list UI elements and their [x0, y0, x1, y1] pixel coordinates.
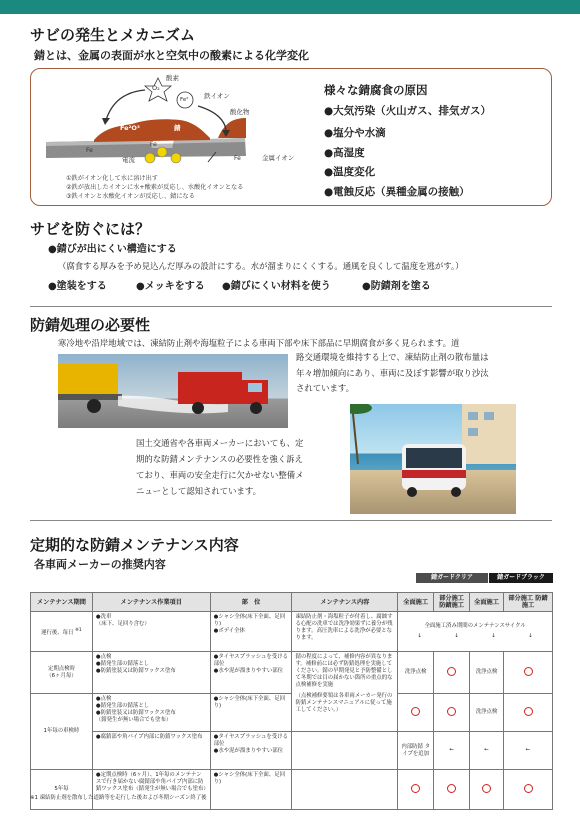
- work-cell: ●定期点検時（6ヶ月）、1年毎のメンテナンスで行き届かない腐錆部や角パイプ内部に防錆ワックス塗布（錆発生が無い場合でも塗布）: [92, 770, 210, 810]
- section1-title: サビの発生とメカニズム: [30, 26, 196, 44]
- prevent-main-point: ●錆びが出にくい構造にする: [48, 244, 177, 255]
- fe2-label: Fe²: [180, 97, 189, 103]
- mark-cell: 洗浄点検: [398, 652, 434, 694]
- period-cell: 5年毎: [31, 770, 93, 810]
- mark-cell: [434, 694, 470, 732]
- part-cell: ●シャシ全体(床下全面、足回り) ●ボデイ全体: [210, 612, 292, 652]
- mark-cell: [398, 770, 434, 810]
- divider: [30, 520, 552, 521]
- circle-mark-icon: [447, 707, 456, 716]
- necessity-paragraph-line: されています。: [296, 383, 354, 393]
- period-cell: 定期点検時 （6ヶ月毎）: [31, 652, 93, 694]
- circle-mark-icon: [524, 707, 533, 716]
- o2-label: O₂: [152, 84, 160, 92]
- oxygen-label: 酸素: [166, 74, 179, 82]
- rust-label: 錆: [174, 124, 181, 132]
- table-row: [31, 612, 553, 652]
- section1-subtitle: 錆とは、金属の表面が水と空気中の酸素による化学変化: [34, 49, 309, 62]
- current-label: 電流: [122, 156, 135, 164]
- section4-title: 定期的な防錆メンテナンス内容: [30, 536, 239, 554]
- header-work: メンテナンス作業項目: [92, 593, 210, 612]
- necessity-paragraph2-line: ており、車両の安全走行に欠かせない整備メ: [136, 470, 304, 480]
- prevent-description: （腐食する厚みを予め見込んだ厚みの設計にする。水が溜まりにくくする。通風を良くして温度を逃がす。）: [58, 261, 464, 271]
- work-cell: ●洗車 （床下、足回り含む）: [92, 612, 210, 652]
- table-row: [31, 732, 553, 770]
- mechanism-note-2: ②鉄が放出したイオンに水+酸素が反応し、水酸化イオンとなる: [66, 184, 244, 191]
- circle-mark-icon: [524, 784, 533, 793]
- header-partial2: 部分施工 防錆施工: [504, 593, 553, 612]
- period-cell: 1年毎の車検時: [31, 694, 93, 770]
- mark-cell: 内部防錆 タイプを追加: [398, 732, 434, 770]
- mark-cell: ←: [504, 732, 553, 770]
- cause-item: ●塩分や水滴: [324, 127, 386, 139]
- circle-mark-icon: [524, 667, 533, 676]
- circle-mark-icon: [482, 784, 491, 793]
- fe-label-3: Fe: [234, 155, 241, 162]
- part-cell: ●タイヤスプラッシュを受ける部位 ●水や泥が溜まりやすい部位: [210, 652, 292, 694]
- content-cell: 錆の程度によって、補修内容が異なります。補修前には必ず防錆処理を実施してください。錆の早期発見と予防整備として冬期では目の届かない箇所の重点的な点検補修を実施 （点検補修要領は各車両メーカー発行の防錆メンテナンスマニュアルに従って施工してください。）: [292, 652, 398, 732]
- coastal-bus-photo: [350, 404, 516, 514]
- circle-mark-icon: [411, 707, 420, 716]
- mark-cell: 洗浄点検: [470, 652, 504, 694]
- top-bar: [0, 0, 580, 14]
- work-cell: ●点検 ●錆発生部の錆落とし ●防錆塗装又は防錆ワックス塗布 （錆発生が無い場合でも塗布）: [92, 694, 210, 732]
- mark-cell: ←: [470, 732, 504, 770]
- header-period: メンテナンス期間: [31, 593, 93, 612]
- cycle-cell: 全面施工済み期間のメンテナンスサイクル ↓ ↓ ↓ ↓: [398, 612, 553, 652]
- iron-ion-label: 鉄イオン: [204, 92, 230, 100]
- header-content: メンテナンス内容: [292, 593, 398, 612]
- mark-cell: [398, 694, 434, 732]
- header-partial: 部分施工 防錆施工: [434, 593, 470, 612]
- work-cell: ●点検 ●錆発生部の錆落とし ●防錆塗装又は防錆ワックス塗布: [92, 652, 210, 694]
- table-row: [31, 652, 553, 694]
- circle-mark-icon: [447, 667, 456, 676]
- mark-cell: [504, 770, 553, 810]
- mark-cell: [470, 770, 504, 810]
- group-header-black: 錆ガードブラック: [489, 573, 553, 583]
- hydroxide-label: 酸化物: [230, 108, 250, 116]
- fe-label-1: Fe: [86, 147, 93, 154]
- work-cell: ●腐錆部や角パイプ内部に防錆ワックス塗布: [92, 732, 210, 770]
- circle-mark-icon: [411, 784, 420, 793]
- salt-spreader-truck-photo: [58, 354, 288, 428]
- table-row: [31, 770, 553, 810]
- fe-label-2: Fe: [150, 141, 157, 148]
- section2-title: サビを防ぐには？: [30, 220, 151, 238]
- cause-item: ●電蝕反応（異種金属の接触）: [324, 186, 470, 198]
- necessity-paragraph2-line: 期的な防錆メンテナンスの必要性を強く訴え: [136, 454, 303, 464]
- prevent-method: ●メッキをする: [136, 281, 205, 292]
- prevent-method: ●塗装をする: [48, 281, 107, 292]
- necessity-paragraph-line: 路交通環境を維持する上で、凍結防止剤の散布量は: [296, 352, 489, 362]
- necessity-paragraph-line: 寒冷地や沿岸地域では、凍結防止剤や海塩粒子による車両下部や床下部品に早期腐食が多く見られます。道: [58, 338, 460, 348]
- necessity-paragraph2-line: 国土交通省や各車両メーカーにおいても、定: [136, 438, 304, 448]
- content-cell: [292, 732, 398, 770]
- causes-title: 様々な錆腐食の原因: [324, 83, 428, 97]
- prevent-method: ●錆びにくい材料を使う: [222, 281, 331, 292]
- period-cell: 運行後、毎日 $^{※1}$: [31, 612, 93, 652]
- section4-subtitle: 各車両メーカーの推奨内容: [34, 558, 166, 571]
- table-header-row: [31, 593, 553, 612]
- table-row: [31, 694, 553, 732]
- section3-title: 防錆処理の必要性: [30, 316, 151, 334]
- header-all2: 全面施工: [470, 593, 504, 612]
- mark-cell: ←: [434, 732, 470, 770]
- cause-item: ●大気汚染（火山ガス、排気ガス）: [324, 105, 491, 117]
- mark-cell: 洗浄点検: [470, 694, 504, 732]
- necessity-paragraph-line: 年々増加傾向にあり、車両に及ぼす影響が取り沙汰: [296, 368, 489, 378]
- part-cell: ●シャシ全体(床下全面、足回り): [210, 770, 292, 810]
- header-part: 部 位: [210, 593, 292, 612]
- divider: [30, 306, 552, 307]
- header-all: 全面施工: [398, 593, 434, 612]
- mechanism-note-3: ③鉄イオンと水酸化イオンが反応し、錆になる: [66, 193, 195, 200]
- mechanism-note-1: ①鉄がイオン化して水に溶け出す: [66, 175, 158, 182]
- cause-item: ●高湿度: [324, 147, 365, 159]
- table-footnote: ※1 凍結防止剤を散布した道路等を走行した後および冬期シーズン終了後: [30, 795, 207, 801]
- part-cell: ●タイヤスプラッシュを受ける部位 ●水や泥が溜まりやすい部位: [210, 732, 292, 770]
- mark-cell: [434, 770, 470, 810]
- cause-item: ●温度変化: [324, 166, 376, 178]
- metal-ion-label: 金属イオン: [262, 154, 295, 162]
- necessity-paragraph2-line: ニューとして認知されています。: [136, 486, 261, 496]
- fe2o3-label: Fe²O³: [120, 124, 140, 132]
- circle-mark-icon: [447, 784, 456, 793]
- mark-cell: [504, 652, 553, 694]
- content-cell: [292, 770, 398, 810]
- prevent-method: ●防錆剤を塗る: [362, 281, 431, 292]
- part-cell: ●シャシ全体(床下全面、足回り): [210, 694, 292, 732]
- mark-cell: [434, 652, 470, 694]
- maintenance-table: [30, 592, 553, 810]
- mark-cell: [504, 694, 553, 732]
- content-cell: 凍結防止剤・海塩粒子が付着し、腐蝕する心配の洗車では洗浄効果ずに養分が残ります。高圧洗車による洗浄が必要となります。: [292, 612, 398, 652]
- group-header-clear: 錆ガードクリア: [416, 573, 488, 583]
